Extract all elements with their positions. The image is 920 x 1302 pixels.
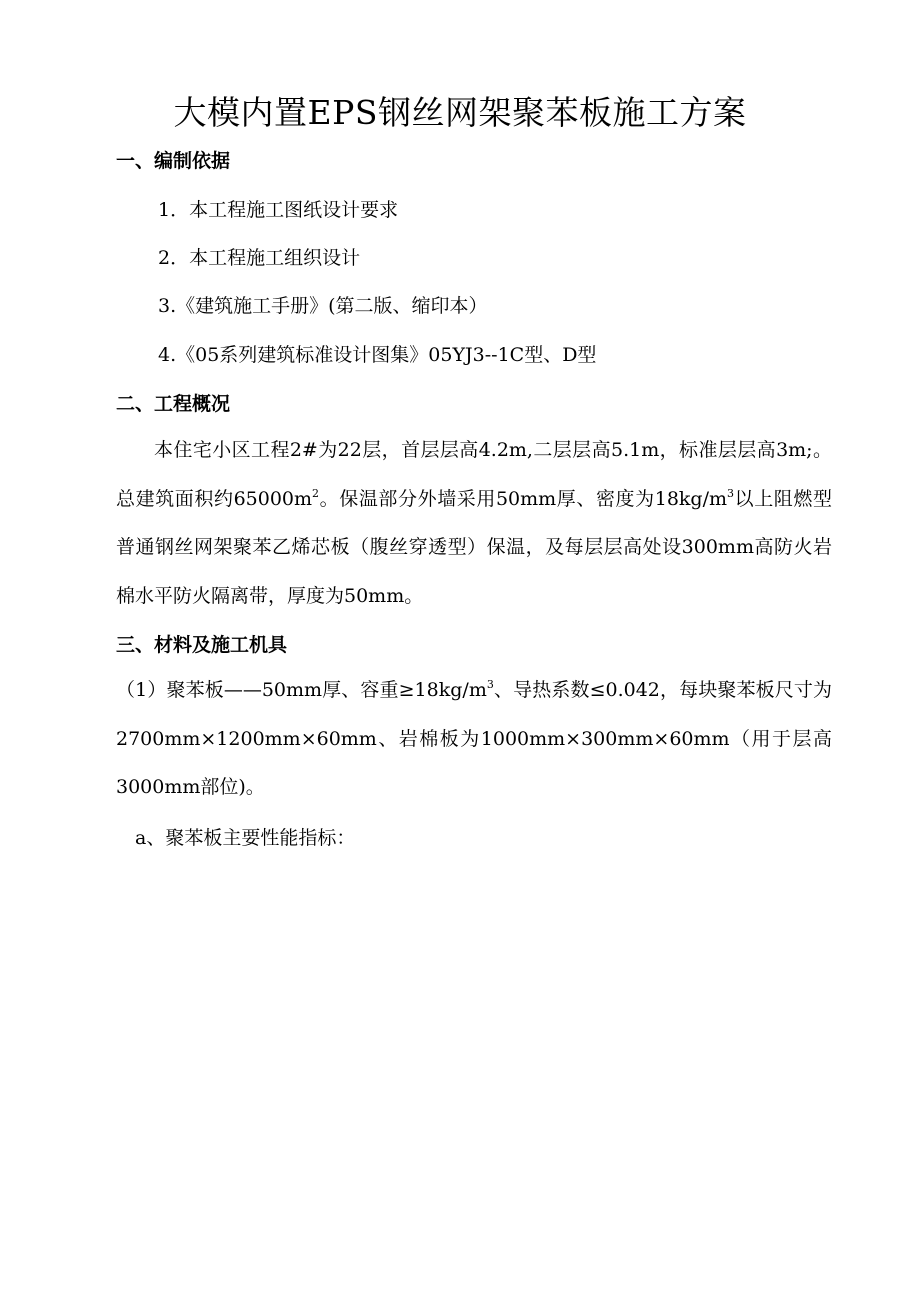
basis-item-3: 3.《建筑施工手册》(第二版、缩印本）: [158, 295, 488, 317]
overview-text-part-1: 本住宅小区工程2#为22层，首层层高4.2m,二层层高5.1m，标准层层高3m;。总建筑面积约65000m: [116, 439, 832, 510]
overview-text-part-3: 以上阻燃型普通钢丝网架聚苯乙烯芯板（腹丝穿透型）保温，及每层层高处设300mm高防火岩棉水平防火隔离带，厚度为50mm。: [116, 487, 832, 607]
superscript-cubic: 3: [486, 678, 494, 691]
basis-item-1: 1．本工程施工图纸设计要求: [158, 199, 399, 221]
overview-paragraph: [116, 426, 832, 620]
superscript-cubic: 3: [727, 486, 735, 500]
basis-item-4: 4.《05系列建筑标准设计图集》05YJ3--1C型、D型: [158, 344, 597, 366]
materials-text-part-1: （1）聚苯板——50mm厚、容重≥18kg/m: [116, 679, 487, 701]
document-title: 大模内置EPS钢丝网架聚苯板施工方案: [173, 93, 747, 132]
basis-item-2: 2．本工程施工组织设计: [158, 247, 361, 269]
section-heading-basis: 一、编制依据: [116, 150, 231, 172]
performance-indicators-label: a、聚苯板主要性能指标：: [135, 827, 356, 849]
section-heading-overview: 二、工程概况: [116, 393, 231, 415]
section-heading-materials: 三、材料及施工机具: [116, 634, 288, 656]
materials-text-part-2: 、导热系数≤0.042，每块聚苯板尺寸为2700mm×1200mm×60mm、岩棉板为1000mm×300mm×60mm（用于层高3000mm部位)。: [116, 679, 832, 798]
overview-text-part-2: 。保温部分外墙采用50mm厚、密度为18kg/m: [319, 487, 728, 510]
materials-paragraph: [116, 666, 832, 812]
superscript-square: 2: [312, 486, 320, 500]
